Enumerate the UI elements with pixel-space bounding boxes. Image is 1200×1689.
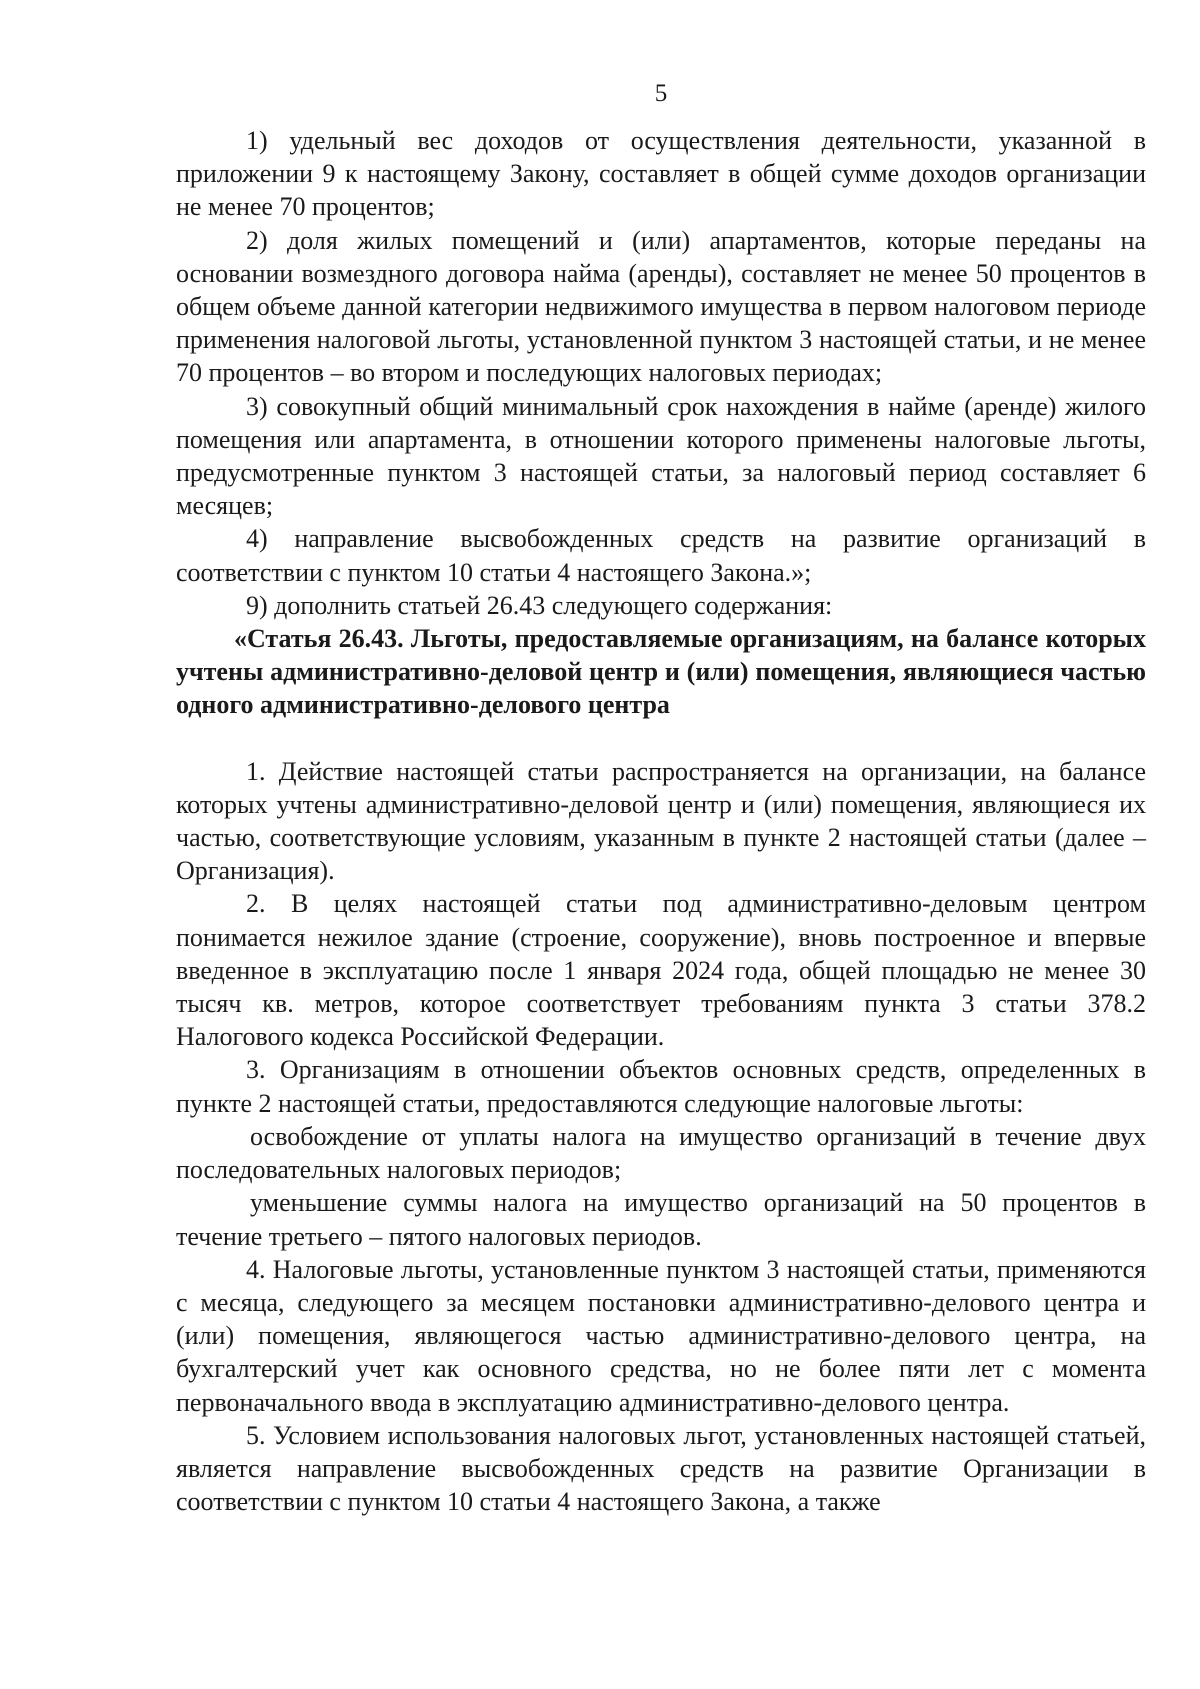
paragraph-item-1: 1) удельный вес доходов от осуществления деятельности, указанной в приложении 9 к настоящему Закону, составляет в общей сумме доходов организации не менее 70 процентов; [176,126,1146,222]
document-page [176,0,1146,1689]
article-point-5: 5. Условием использования налоговых льгот, установленных настоящей статьей, является направление высвобожденных средств на развитие Организации в соответствии с пунктом 10 статьи 4 настоящего Закона, а также [176,1420,1146,1517]
article-point-1: 1. Действие настоящей статьи распространяется на организации, на балансе которых учтены административно-деловой центр и (или) помещения, являющиеся их частью, соответствующие условиям, указанным в пункте 2 настоящей статьи (далее – Организация). [176,756,1146,886]
article-point-3: 3. Организациям в отношении объектов основных средств, определенных в пункте 2 настоящей статьи, предоставляются следующие налоговые льготы: [176,1055,1146,1118]
article-heading: «Статья 26.43. Льготы, предоставляемые организациям, на балансе которых учтены административно-деловой центр и (или) помещения, являющиеся частью одного административно-делового центра [176,624,1146,720]
page-number: 5 [654,80,668,107]
paragraph-item-4: 4) направление высвобожденных средств на развитие организаций в соответствии с пунктом 10 статьи 4 настоящего Закона.»; [176,524,1146,587]
article-point-3-benefit-2: уменьшение суммы налога на имущество организаций на 50 процентов в течение третьего – пятого налоговых периодов. [176,1188,1146,1251]
document-body [176,124,1146,1518]
article-point-4: 4. Налоговые льготы, установленные пунктом 3 настоящей статьи, применяются с месяца, следующего за месяцем постановки административно-делового центра и (или) помещения, являющегося частью административно-делового центра, на бухгалтерский учет как основного средства, но не более пяти лет с момента первоначального ввода в эксплуатацию административно-делового центра. [176,1254,1146,1417]
paragraph-item-2: 2) доля жилых помещений и (или) апартаментов, которые переданы на основании возмездного договора найма (аренды), составляет не менее 50 процентов в общем объеме данной категории недвижимого имущества в первом налоговом периоде применения налоговой льготы, установленной пунктом 3 настоящей статьи, и не менее 70 процентов – во втором и последующих налоговых периодах; [176,225,1146,388]
article-point-2: 2. В целях настоящей статьи под административно-деловым центром понимается нежилое здание (строение, сооружение), вновь построенное и впервые введенное в эксплуатацию после 1 января 2024 года, общей площадью не менее 30 тысяч кв. метров, которое соответствует требованиям пункта 3 статьи 378.2 Налогового кодекса Российской Федерации. [176,889,1146,1052]
article-point-3-benefit-1: освобождение от уплаты налога на имущество организаций в течение двух последовательных налоговых периодов; [176,1121,1146,1185]
paragraph-item-9-intro: 9) дополнить статьей 26.43 следующего содержания: [246,590,833,620]
paragraph-item-3: 3) совокупный общий минимальный срок нахождения в найме (аренде) жилого помещения или апартамента, в отношении которого применены налоговые льготы, предусмотренные пунктом 3 настоящей статьи, за налоговый период составляет 6 месяцев; [176,391,1146,521]
